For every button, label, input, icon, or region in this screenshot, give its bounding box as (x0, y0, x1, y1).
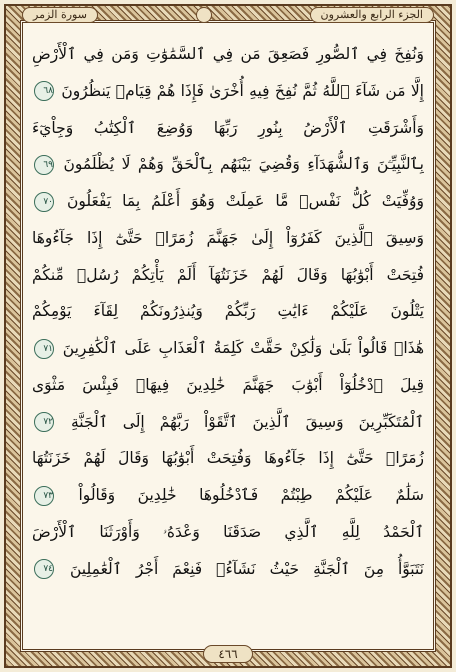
verse-line (32, 36, 424, 73)
page-number: ٤٦٦ (203, 645, 252, 663)
verse-line (32, 551, 424, 588)
verse-line-text: نَتَبَوَّأُ مِنَ ٱلْجَنَّةِ حَيْثُ نَشَآءُۖ فَنِعْمَ أَجْرُ ٱلْعَٰمِلِينَ (70, 559, 424, 578)
page-footer (0, 644, 456, 664)
verse-line (32, 257, 424, 294)
verse-line-text: ٱلْحَمْدُ لِلَّهِ ٱلَّذِي صَدَقَنَا وَعْدَهُۥ وَأَوْرَثَنَا ٱلْأَرْضَ (32, 522, 424, 541)
page-header (22, 6, 434, 24)
ayah-number-marker: ٦٩ (34, 155, 54, 175)
verse-line-text: وَوُفِّيَتْ كُلُّ نَفْسٖ مَّا عَمِلَتْ وَهُوَ أَعْلَمُ بِمَا يَفْعَلُونَ (67, 192, 424, 210)
verse-line-text: بِٱلنَّبِيِّـۧنَ وَٱلشُّهَدَآءِ وَقُضِيَ بَيْنَهُم بِٱلْحَقِّ وَهُمْ لَا يُظْلَمُونَ (63, 155, 424, 174)
verse-line (32, 404, 424, 441)
header-ornament-icon (196, 7, 212, 23)
verse-line (32, 330, 424, 367)
verse-text-area (32, 36, 424, 624)
ayah-number-marker: ٧١ (34, 339, 54, 359)
verse-line (32, 183, 424, 220)
verse-line (32, 73, 424, 110)
ayah-number-marker: ٧٢ (34, 412, 54, 432)
verse-line-text: يَتْلُونَ عَلَيْكُمْ ءَايَٰتِ رَبِّكُمْ وَيُنذِرُونَكُمْ لِقَآءَ يَوْمِكُمْ (32, 302, 424, 321)
verse-line (32, 220, 424, 257)
verse-line-text: سَلَٰمٌ عَلَيْكُمْ طِبْتُمْ فَٱدْخُلُوهَا خَٰلِدِينَ وَقَالُواْ (78, 486, 424, 504)
ayah-number-marker: ٧٠ (34, 192, 54, 212)
juz-label: الجزء الرابع والعشرون (310, 7, 435, 23)
verse-line-text: ٱلْمُتَكَبِّرِينَ وَسِيقَ ٱلَّذِينَ ٱتَّقَوْاْ رَبَّهُمْ إِلَى ٱلْجَنَّةِ (71, 412, 424, 431)
verse-line (32, 514, 424, 551)
verse-line (32, 367, 424, 404)
verse-line (32, 477, 424, 514)
verse-line (32, 440, 424, 477)
verse-line-text: زُمَرًاۖ حَتَّىٰٓ إِذَا جَآءُوهَا وَفُتِحَتْ أَبْوَٰبُهَا وَقَالَ لَهُمْ خَزَنَتُهَا (32, 449, 424, 468)
ayah-number-marker: ٧٣ (34, 486, 54, 506)
ayah-number-marker: ٧٤ (34, 559, 54, 579)
verse-line (32, 146, 424, 183)
ayah-number-marker: ٦٨ (34, 81, 54, 101)
verse-line-text: فُتِحَتْ أَبْوَٰبُهَا وَقَالَ لَهُمْ خَزَنَتُهَآ أَلَمْ يَأْتِكُمْ رُسُلٞ مِّنكُمْ (32, 265, 424, 284)
verse-line-text: قِيلَ ٱدْخُلُوٓاْ أَبْوَٰبَ جَهَنَّمَ خَٰلِدِينَ فِيهَاۖ فَبِئْسَ مَثْوَى (32, 375, 424, 394)
verse-line (32, 293, 424, 330)
verse-line-text: هَٰذَاۚ قَالُواْ بَلَىٰ وَلَٰكِنْ حَقَّتْ كَلِمَةُ ٱلْعَذَابِ عَلَى ٱلْكَٰفِرِينَ (62, 339, 424, 357)
verse-line-text: إِلَّا مَن شَآءَ ٱللَّهُ ثُمَّ نُفِخَ فِيهِ أُخْرَىٰ فَإِذَا هُمْ قِيَامٞ يَنظُرُونَ (61, 81, 424, 100)
surah-label: سورة الزمر (22, 7, 98, 23)
verse-line-text: وَنُفِخَ فِي ٱلصُّورِ فَصَعِقَ مَن فِي ٱلسَّمَٰوَٰتِ وَمَن فِي ٱلْأَرْضِ (32, 45, 424, 63)
verse-line-text: وَأَشْرَقَتِ ٱلْأَرْضُ بِنُورِ رَبِّهَا وَوُضِعَ ٱلْكِتَٰبُ وَجِاْيٓءَ (32, 118, 424, 137)
verse-line (32, 110, 424, 147)
verse-line-text: وَسِيقَ ٱلَّذِينَ كَفَرُوٓاْ إِلَىٰ جَهَنَّمَ زُمَرًاۖ حَتَّىٰٓ إِذَا جَآءُوهَا (32, 228, 424, 247)
